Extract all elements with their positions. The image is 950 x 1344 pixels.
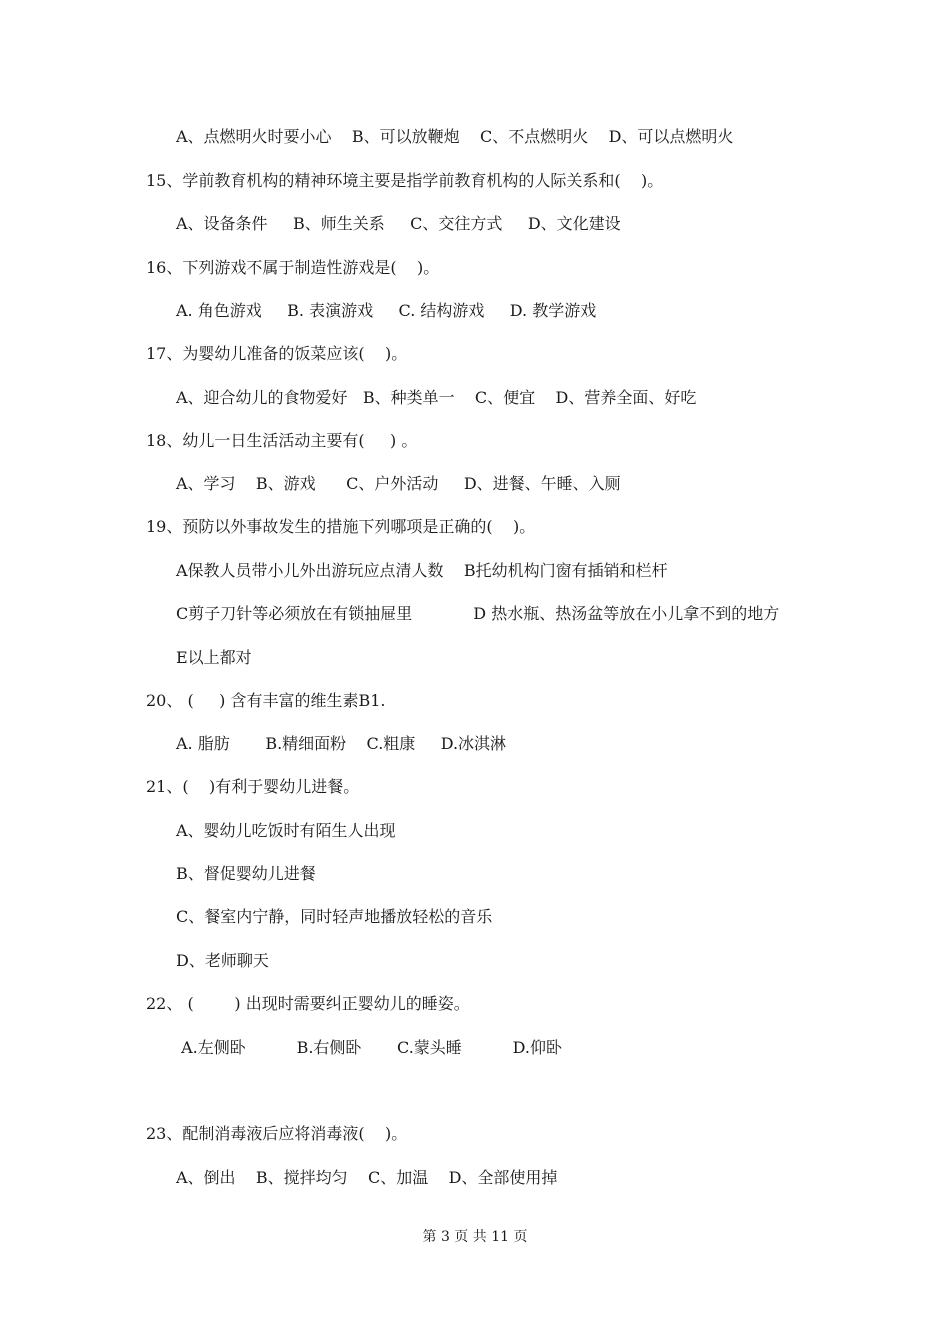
question-15-options: A、设备条件 B、师生关系 C、交往方式 D、文化建设 [176,214,621,233]
question-21-option-d: D、老师聊天 [176,951,269,970]
page-number: 第 3 页 共 11 页 [422,1229,528,1245]
question-19-option-e: E以上都对 [176,648,252,667]
question-21-option-a: A、婴幼儿吃饭时有陌生人出现 [176,821,396,840]
question-20-options: A. 脂肪 B.精细面粉 C.粗康 D.冰淇淋 [176,734,507,753]
question-22-options: A.左侧卧 B.右侧卧 C.蒙头睡 D.仰卧 [176,1038,562,1057]
question-19-option-a-b: A保教人员带小儿外出游玩应点清人数 B托幼机构门窗有插销和栏杆 [176,561,668,580]
question-23-stem: 23、配制消毒液后应将消毒液( )。 [146,1124,408,1143]
question-17-stem: 17、为婴幼儿准备的饭菜应该( )。 [146,344,408,363]
question-18-stem: 18、幼儿一日生活活动主要有( ) 。 [146,431,418,450]
question-19-option-c-d: C剪子刀针等必须放在有锁抽屉里 D 热水瓶、热汤盆等放在小儿拿不到的地方 [176,604,780,623]
question-14-options: A、点燃明火时要小心 B、可以放鞭炮 C、不点燃明火 D、可以点燃明火 [176,127,734,146]
question-16-options: A. 角色游戏 B. 表演游戏 C. 结构游戏 D. 教学游戏 [176,301,597,320]
question-19-stem: 19、预防以外事故发生的措施下列哪项是正确的( )。 [146,517,536,536]
question-20-stem: 20、 ( ) 含有丰富的维生素B1. [146,691,386,710]
question-23-options: A、倒出 B、搅拌均匀 C、加温 D、全部使用掉 [176,1168,558,1187]
question-21-stem: 21、( )有利于婴幼儿进餐。 [146,777,360,796]
question-15-stem: 15、学前教育机构的精神环境主要是指学前教育机构的人际关系和( )。 [146,171,664,190]
question-21-option-b: B、督促婴幼儿进餐 [176,864,316,883]
question-18-options: A、学习 B、游戏 C、户外活动 D、进餐、午睡、入厕 [176,474,621,493]
question-22-stem: 22、 ( ) 出现时需要纠正婴幼儿的睡姿。 [146,994,470,1013]
question-17-options: A、迎合幼儿的食物爱好 B、种类单一 C、便宜 D、营养全面、好吃 [176,388,697,407]
question-16-stem: 16、下列游戏不属于制造性游戏是( )。 [146,258,440,277]
question-21-option-c: C、餐室内宁静，同时轻声地播放轻松的音乐 [176,907,493,926]
